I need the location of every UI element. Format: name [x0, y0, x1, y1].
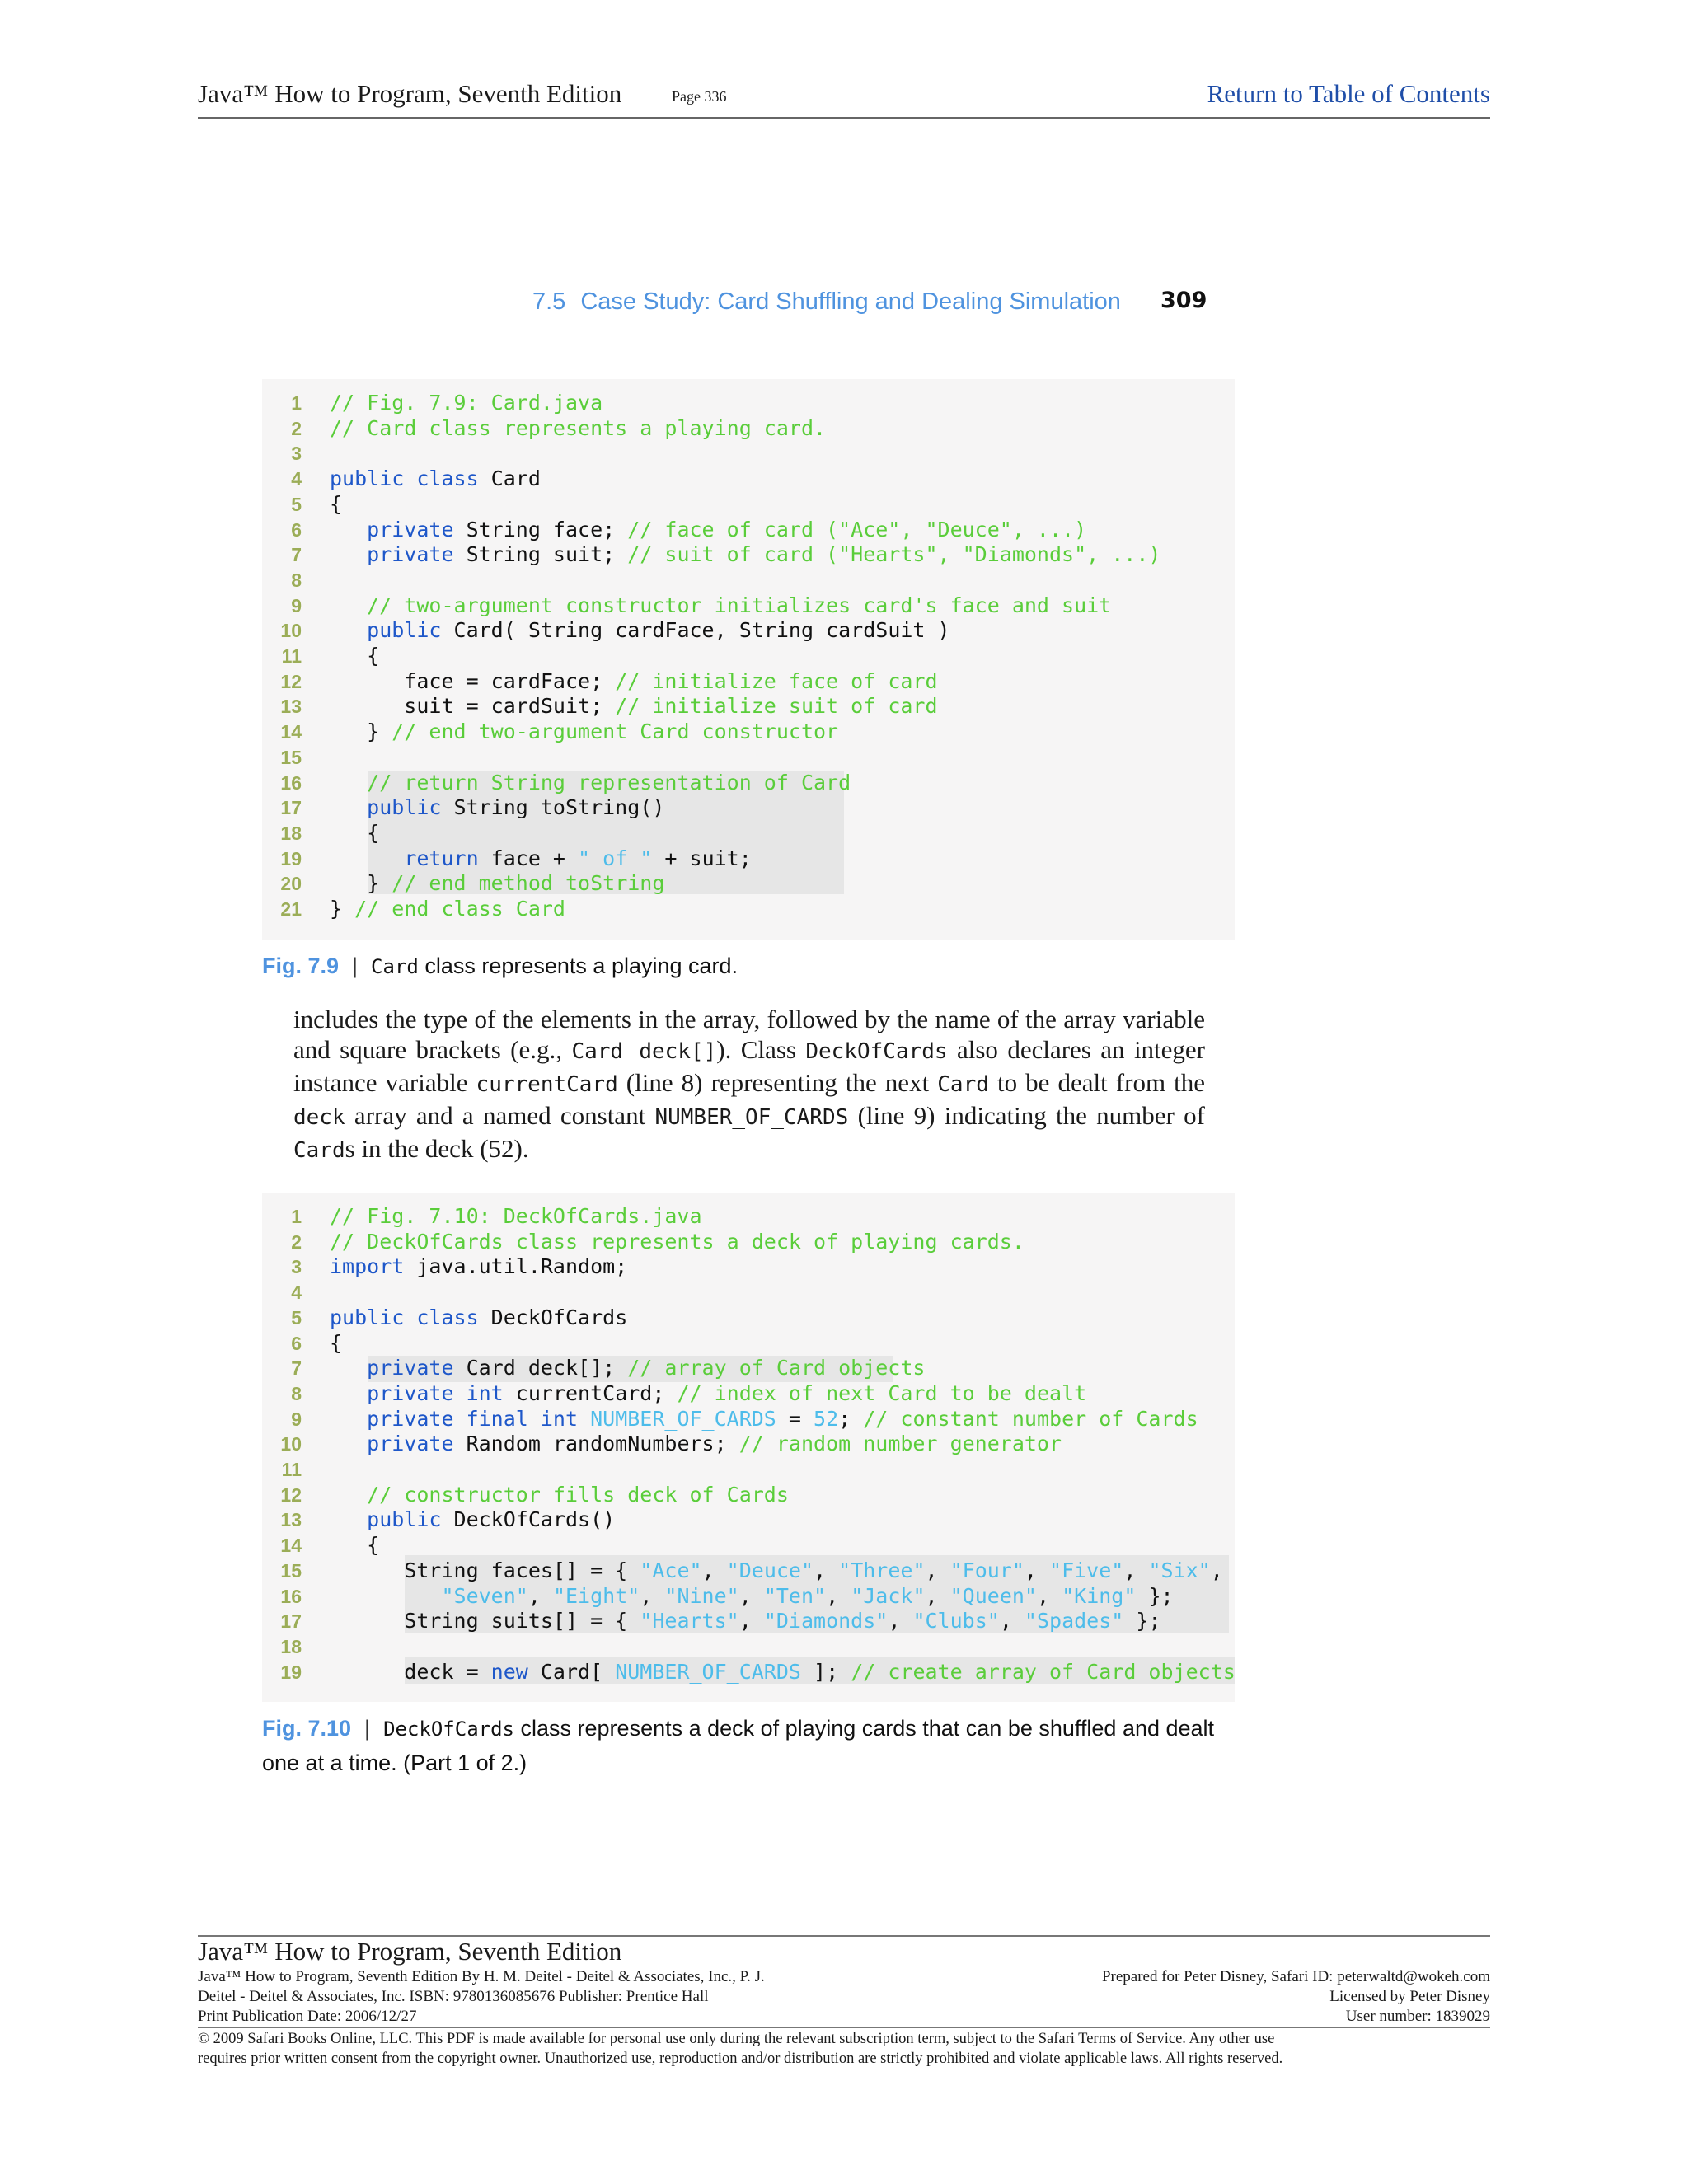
code-line	[262, 1532, 379, 1558]
code-token	[330, 593, 367, 617]
code-token: deck =	[330, 1659, 491, 1684]
code-token: private	[367, 517, 454, 541]
code-token: // suit of card ("Hearts", "Diamonds", ...)	[627, 542, 1161, 567]
line-number: 7	[291, 1357, 302, 1380]
code-token: String suit;	[453, 542, 628, 567]
line-number: 12	[280, 1483, 302, 1506]
document-title: Java™ How to Program, Seventh Edition	[198, 79, 622, 108]
code-token: private	[367, 1356, 454, 1380]
code-token: public class	[330, 1305, 479, 1329]
code-line	[262, 846, 752, 871]
code-line	[262, 1456, 330, 1482]
code-token	[330, 1507, 367, 1531]
code-token: "Three"	[838, 1558, 926, 1582]
code-token: "Clubs"	[912, 1609, 1000, 1633]
line-number: 10	[280, 620, 302, 642]
code-token: }	[330, 871, 392, 896]
footer-copyright: requires prior written consent from the copyright owner. Unauthorized use, reproduction and/or distribution are strictly prohibited and violate applicable laws. All rights reserved.	[198, 2050, 1283, 2067]
code-token: ,	[528, 1583, 553, 1608]
code-line	[262, 1330, 342, 1356]
code-token: String suits[] = {	[330, 1609, 640, 1633]
code-line	[262, 617, 950, 643]
line-number: 4	[291, 468, 302, 490]
code-token: " of "	[578, 846, 653, 870]
code-token: String face;	[453, 517, 628, 541]
code-token: + suit;	[652, 846, 752, 870]
code-line	[262, 1254, 627, 1279]
code-token: };	[1136, 1583, 1174, 1608]
book-page-number: 309	[1160, 288, 1207, 313]
code-token: // index of next Card to be dealt	[677, 1380, 1087, 1405]
line-number: 5	[291, 1306, 302, 1329]
code-token: ,	[738, 1609, 764, 1633]
code-line	[262, 1431, 1062, 1456]
code-token: {	[330, 820, 380, 845]
page-label: Page 336	[672, 88, 727, 105]
code-token: import	[330, 1254, 405, 1279]
line-number: 15	[280, 1559, 302, 1582]
code-line	[262, 1608, 1161, 1633]
code-token	[578, 1407, 590, 1431]
code-line	[262, 541, 1160, 567]
code-token: // face of card ("Ace", "Deuce", ...)	[627, 517, 1087, 541]
code-token: "Eight"	[552, 1583, 640, 1608]
line-number: 10	[280, 1433, 302, 1455]
line-number: 3	[291, 1256, 302, 1278]
code-token: Card( String cardFace, String cardSuit )	[441, 618, 950, 643]
code-line	[262, 1633, 330, 1659]
code-token: face +	[478, 846, 579, 870]
code-token: String toString()	[441, 795, 665, 820]
line-number: 14	[280, 1535, 302, 1557]
footer-title: Java™ How to Program, Seventh Edition	[198, 1937, 622, 1966]
code-token: private	[367, 1432, 454, 1456]
code-line	[262, 593, 1111, 618]
code-line	[262, 719, 838, 744]
code-token: "Six"	[1148, 1558, 1211, 1582]
code-token	[330, 771, 367, 794]
code-token: ,	[1123, 1558, 1149, 1582]
code-line	[262, 1229, 1025, 1254]
line-number: 11	[281, 645, 302, 667]
code-token: 52	[814, 1406, 839, 1431]
code-token: // end method toString	[392, 871, 665, 896]
code-line	[262, 693, 938, 719]
code-token: "Jack"	[851, 1583, 926, 1608]
code-token: ;	[838, 1406, 864, 1431]
code-token	[330, 1381, 367, 1405]
line-number: 20	[280, 873, 302, 895]
header-divider	[198, 117, 1490, 119]
code-token: ,	[826, 1583, 851, 1608]
line-number: 17	[280, 1610, 302, 1633]
code-token: ,	[640, 1583, 665, 1608]
line-number: 13	[280, 696, 302, 718]
code-line	[262, 1380, 1086, 1406]
line-number: 8	[291, 569, 302, 591]
code-token: "Queen"	[950, 1583, 1037, 1608]
code-line	[262, 770, 851, 795]
code-line	[262, 668, 938, 694]
code-token: public	[367, 1507, 442, 1532]
code-token: // two-argument constructor initializes card's face and suit	[367, 593, 1112, 617]
line-number: 19	[280, 1661, 302, 1683]
code-token: public	[367, 618, 442, 643]
code-token: public	[367, 795, 442, 820]
code-token: // DeckOfCards class represents a deck of playing cards.	[330, 1229, 1025, 1254]
line-number: 1	[291, 1206, 302, 1227]
code-token: Random randomNumbers;	[453, 1432, 739, 1456]
code-token: NUMBER_OF_CARDS	[615, 1659, 801, 1684]
code-line	[262, 820, 379, 846]
code-token: "Five"	[1049, 1558, 1124, 1582]
code-token: "Ace"	[640, 1558, 702, 1582]
line-number: 12	[280, 670, 302, 692]
code-token	[330, 542, 367, 566]
line-number: 7	[291, 544, 302, 566]
footer-publication-date: Print Publication Date: 2006/12/27	[198, 2008, 417, 2025]
code-line	[262, 1355, 925, 1380]
code-token: // constant number of Cards	[863, 1406, 1198, 1431]
code-token: // end two-argument Card constructor	[392, 719, 839, 744]
code-listing-card-java	[262, 379, 1235, 940]
code-token: ,	[1024, 1558, 1050, 1582]
caption-text: class represents a deck of playing cards that can be shuffled and dealt one at a time. (Part 1 of 2.)	[262, 1716, 1215, 1775]
code-token	[330, 1584, 441, 1608]
code-token: // initialize face of card	[615, 668, 938, 693]
line-number: 6	[291, 1332, 302, 1354]
code-token: // Fig. 7.10: DeckOfCards.java	[330, 1204, 702, 1228]
code-line	[262, 1305, 627, 1330]
code-token	[330, 846, 404, 870]
code-line	[262, 1558, 1223, 1583]
code-token: private int	[367, 1380, 504, 1405]
code-line	[262, 415, 826, 441]
code-token: // Fig. 7.9: Card.java	[330, 391, 603, 415]
code-line	[262, 491, 342, 517]
line-number: 16	[280, 771, 302, 794]
code-token: new	[490, 1659, 528, 1684]
code-line	[262, 794, 664, 820]
line-number: 15	[280, 746, 302, 768]
code-token: // initialize suit of card	[615, 694, 938, 719]
code-token: // return String representation of Card	[367, 770, 851, 794]
code-token: {	[330, 1330, 343, 1355]
code-token: "Nine"	[664, 1583, 739, 1608]
line-number: 2	[291, 417, 302, 439]
line-number: 5	[291, 493, 302, 515]
code-token: return	[404, 846, 479, 870]
line-number: 21	[280, 898, 302, 920]
code-token: }	[330, 719, 392, 744]
running-head	[532, 288, 1121, 316]
code-line	[262, 1583, 1174, 1609]
code-token: private final int	[367, 1406, 579, 1431]
section-title: Case Study: Card Shuffling and Dealing Simulation	[580, 288, 1121, 315]
code-token: NUMBER_OF_CARDS	[590, 1406, 776, 1431]
code-line	[262, 744, 330, 770]
code-token: face = cardFace;	[330, 668, 616, 693]
code-token: "Diamonds"	[763, 1609, 889, 1633]
code-token: {	[330, 491, 343, 516]
code-token: };	[1123, 1609, 1161, 1633]
code-token: // random number generator	[738, 1432, 1062, 1456]
code-token: public class	[330, 466, 479, 491]
code-token: ,	[814, 1558, 839, 1582]
code-token	[330, 1407, 367, 1431]
code-listing-deckofcards-java	[262, 1193, 1235, 1702]
code-token	[330, 1432, 367, 1455]
line-number: 9	[291, 594, 302, 616]
code-line	[262, 1507, 615, 1532]
code-token: ];	[800, 1659, 851, 1684]
code-token: "Four"	[950, 1558, 1025, 1582]
code-token: Card deck[];	[453, 1356, 628, 1380]
section-number: 7.5	[532, 288, 566, 315]
code-token	[330, 1356, 367, 1380]
code-token: =	[776, 1406, 814, 1431]
caption-text: class represents a playing card.	[418, 954, 738, 978]
code-token: Card	[478, 466, 541, 491]
code-token: DeckOfCards	[478, 1305, 628, 1329]
line-number: 8	[291, 1382, 302, 1404]
code-token: {	[330, 644, 380, 668]
code-token: // end class Card	[354, 897, 565, 921]
figure-label: Fig. 7.10	[262, 1716, 352, 1741]
code-token	[330, 1483, 367, 1507]
code-token: // Card class represents a playing card.	[330, 415, 827, 440]
line-number: 18	[280, 1635, 302, 1657]
footer-license: Licensed by Peter Disney	[1329, 1988, 1490, 2005]
code-line	[262, 1482, 789, 1507]
figure-caption-7-10: Fig. 7.10 | DeckOfCards class represents a deck of playing cards that can be shuffled and dealt one at a time. (Part 1 of 2.)	[262, 1716, 1215, 1775]
line-number: 4	[291, 1282, 302, 1304]
line-number: 17	[280, 797, 302, 819]
code-token: // create array of Card objects	[851, 1659, 1236, 1684]
code-line	[262, 466, 541, 491]
line-number: 9	[291, 1408, 302, 1430]
code-token: ,	[1210, 1558, 1223, 1582]
code-token: ,	[925, 1583, 950, 1608]
code-token: "Deuce"	[726, 1558, 814, 1582]
line-number: 6	[291, 518, 302, 541]
code-token: ,	[925, 1558, 950, 1582]
footer-divider	[198, 2027, 1490, 2028]
code-token: // array of Card objects	[627, 1356, 926, 1380]
code-line	[262, 1406, 1198, 1432]
code-token	[330, 518, 367, 541]
line-number: 16	[280, 1585, 302, 1607]
code-token: ,	[701, 1558, 727, 1582]
code-token: currentCard;	[503, 1380, 678, 1405]
code-token: suit = cardSuit;	[330, 694, 616, 719]
code-line	[262, 567, 330, 593]
code-token: ,	[1036, 1583, 1062, 1608]
code-line	[262, 643, 379, 668]
code-line	[262, 440, 330, 466]
footer-copyright: © 2009 Safari Books Online, LLC. This PDF is made available for personal use only during the relevant subscription term, subject to the Safari Terms of Service. Any other use	[198, 2031, 1275, 2047]
code-token: "Spades"	[1024, 1609, 1124, 1633]
code-token	[330, 618, 367, 642]
body-paragraph: includes the type of the elements in the array, followed by the name of the array variable and square brackets (e.g., Card deck[]). Class DeckOfCards also declares an integer instance variable currentCard (line 8) representing the next Card to be dealt from the deck array and a named constant NUMBER_OF_CARDS (line 9) indicating the number of Cards in the deck (52).	[293, 1005, 1206, 1163]
caption-code: DeckOfCards	[383, 1718, 515, 1741]
footer-credit-line: Java™ How to Program, Seventh Edition By H. M. Deitel - Deitel & Associates, Inc., P. J.	[198, 1968, 765, 1985]
code-token	[330, 795, 367, 819]
code-token: private	[367, 542, 454, 567]
code-token: ,	[999, 1609, 1025, 1633]
code-token: "King"	[1062, 1583, 1137, 1608]
code-token: java.util.Random;	[404, 1254, 628, 1279]
code-token: ,	[738, 1583, 764, 1608]
code-token: "Seven"	[441, 1583, 528, 1608]
code-token: DeckOfCards()	[441, 1507, 616, 1532]
code-token: }	[330, 897, 355, 921]
caption-code: Card	[371, 955, 419, 978]
table-of-contents-link[interactable]: Return to Table of Contents	[1207, 79, 1490, 108]
footer-user-number: User number: 1839029	[1345, 2008, 1490, 2025]
code-token: Card[	[528, 1659, 616, 1684]
code-token: "Ten"	[763, 1583, 827, 1608]
code-line	[262, 1659, 1236, 1685]
line-number: 3	[291, 443, 302, 465]
code-line	[262, 390, 603, 415]
code-token: ,	[888, 1609, 913, 1633]
code-line	[262, 517, 1086, 542]
line-number: 14	[280, 721, 302, 743]
line-number: 1	[291, 392, 302, 414]
code-line	[262, 870, 664, 896]
code-line	[262, 1203, 702, 1229]
code-line	[262, 1279, 330, 1305]
code-token: {	[330, 1533, 380, 1558]
line-number: 19	[280, 847, 302, 869]
footer-credit-line: Deitel - Deitel & Associates, Inc. ISBN: 9780136085676 Publisher: Prentice Hall	[198, 1988, 709, 2005]
code-token: // constructor fills deck of Cards	[367, 1482, 789, 1507]
figure-label: Fig. 7.9	[262, 954, 340, 978]
line-number: 18	[280, 822, 302, 844]
footer-prepared-for: Prepared for Peter Disney, Safari ID: peterwaltd@wokeh.com	[1101, 1968, 1490, 1985]
line-number: 13	[280, 1509, 302, 1531]
code-line	[262, 896, 565, 921]
figure-caption-7-9: Fig. 7.9 | Card class represents a playing card.	[262, 954, 738, 978]
code-token: String faces[] = {	[330, 1558, 640, 1582]
code-token: "Hearts"	[640, 1609, 739, 1633]
line-number: 11	[281, 1459, 302, 1480]
line-number: 2	[291, 1230, 302, 1253]
